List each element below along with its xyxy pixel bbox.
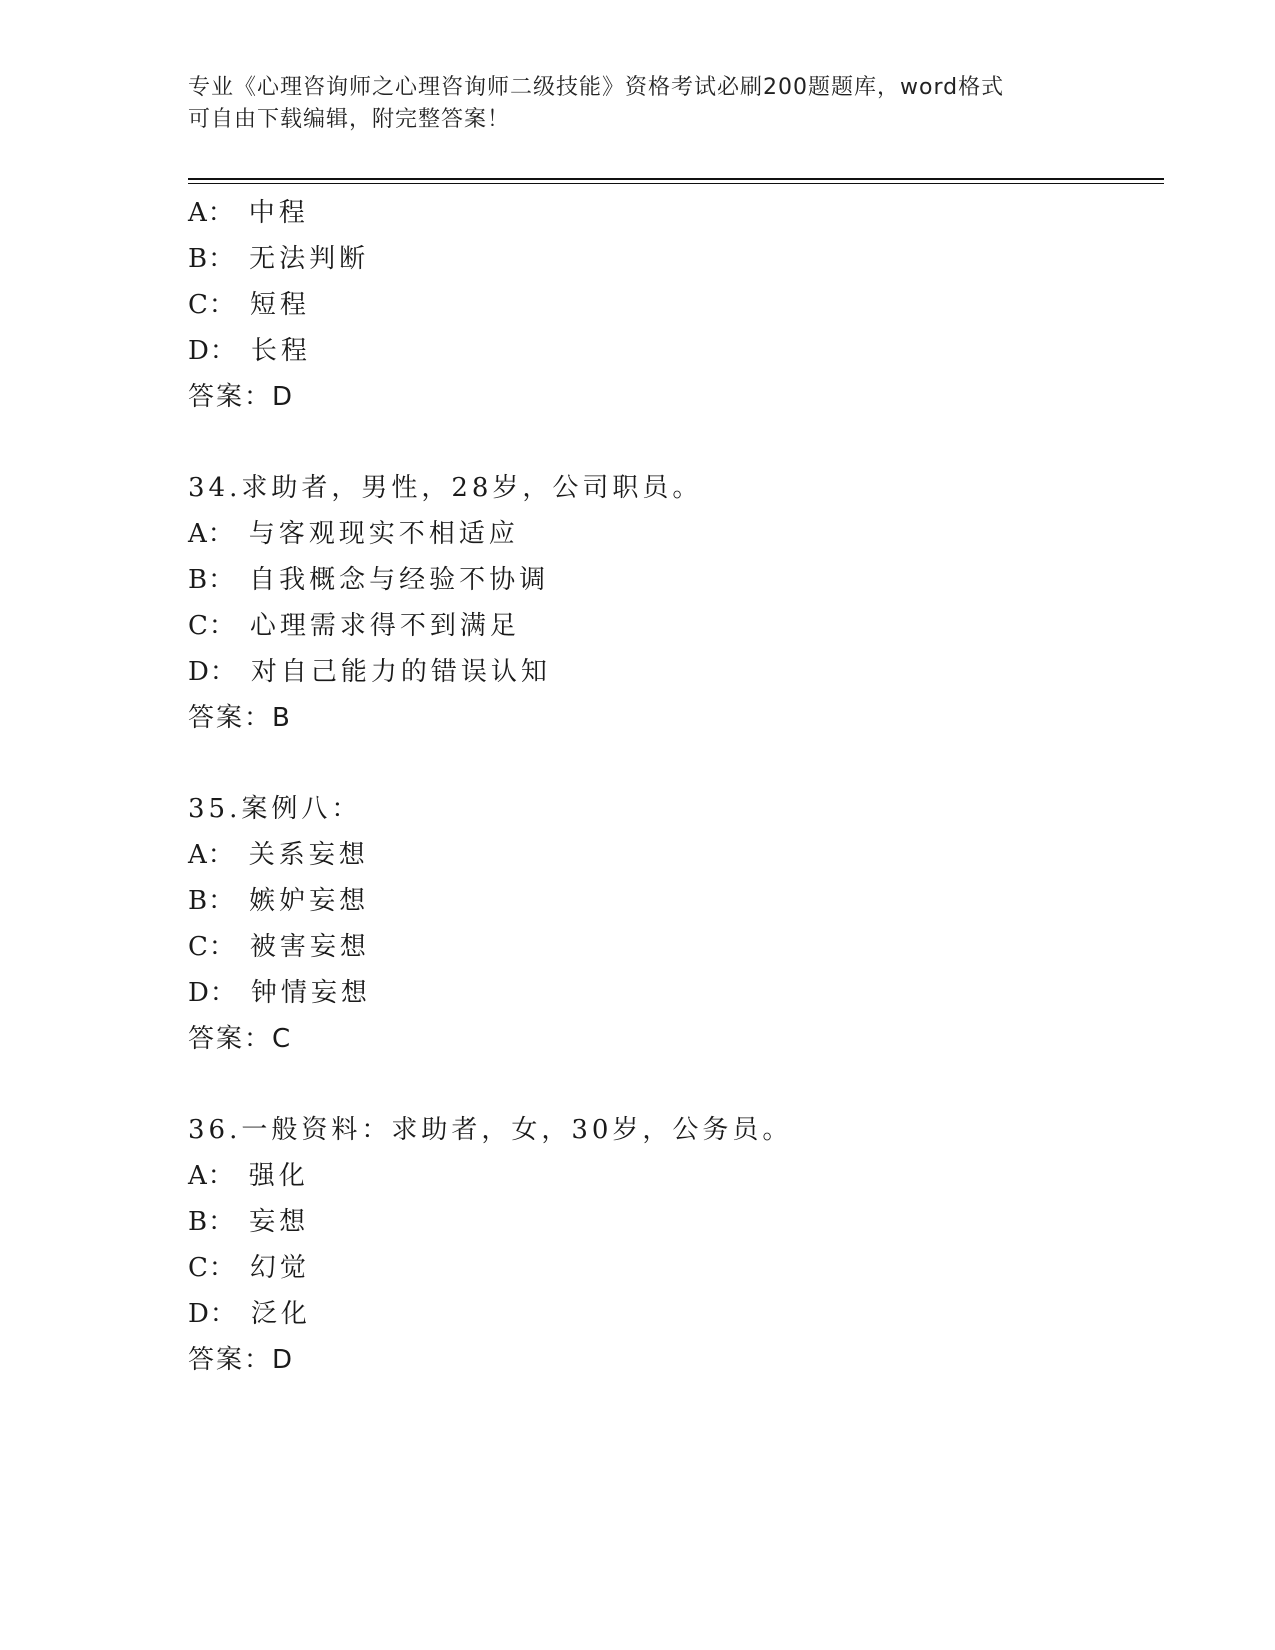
- answer-line: 答案：B: [188, 703, 292, 733]
- option-b: B： 嫉妒妄想: [188, 886, 370, 916]
- option-a: A： 强化: [188, 1161, 309, 1191]
- question-list: [188, 190, 1168, 1383]
- header-line-2: 可自由下载编辑，附完整答案！: [188, 107, 511, 132]
- option-d: D： 长程: [188, 336, 311, 366]
- option-d: D： 对自己能力的错误认知: [188, 657, 551, 687]
- option-d: D： 钟情妄想: [188, 978, 371, 1008]
- option-c: C： 被害妄想: [188, 932, 370, 962]
- header-divider-thick: [188, 178, 1164, 180]
- document-header: [188, 72, 1088, 136]
- option-a: A： 中程: [188, 198, 309, 228]
- question-stem: 36.一般资料：求助者，女，30岁，公务员。: [188, 1115, 793, 1145]
- option-b: B： 妄想: [188, 1207, 310, 1237]
- option-c: C： 心理需求得不到满足: [188, 611, 520, 641]
- question-block-33: [188, 190, 1168, 420]
- option-b: B： 无法判断: [188, 244, 370, 274]
- answer-line: 答案：C: [188, 1024, 293, 1054]
- answer-line: 答案：D: [188, 1345, 295, 1375]
- option-c: C： 短程: [188, 290, 310, 320]
- option-a: A： 与客观现实不相适应: [188, 519, 519, 549]
- question-block-35: [188, 786, 1168, 1062]
- question-stem: 34.求助者，男性，28岁，公司职员。: [188, 473, 703, 503]
- header-line-1: 专业《心理咨询师之心理咨询师二级技能》资格考试必刷200题题库，word格式: [188, 75, 1005, 100]
- option-a: A： 关系妄想: [188, 840, 369, 870]
- option-c: C： 幻觉: [188, 1253, 310, 1283]
- question-block-34: [188, 465, 1168, 741]
- question-block-36: [188, 1107, 1168, 1383]
- answer-line: 答案：D: [188, 382, 295, 412]
- header-divider-thin: [188, 183, 1164, 184]
- option-d: D： 泛化: [188, 1299, 311, 1329]
- option-b: B： 自我概念与经验不协调: [188, 565, 550, 595]
- question-stem: 35.案例八：: [188, 794, 362, 824]
